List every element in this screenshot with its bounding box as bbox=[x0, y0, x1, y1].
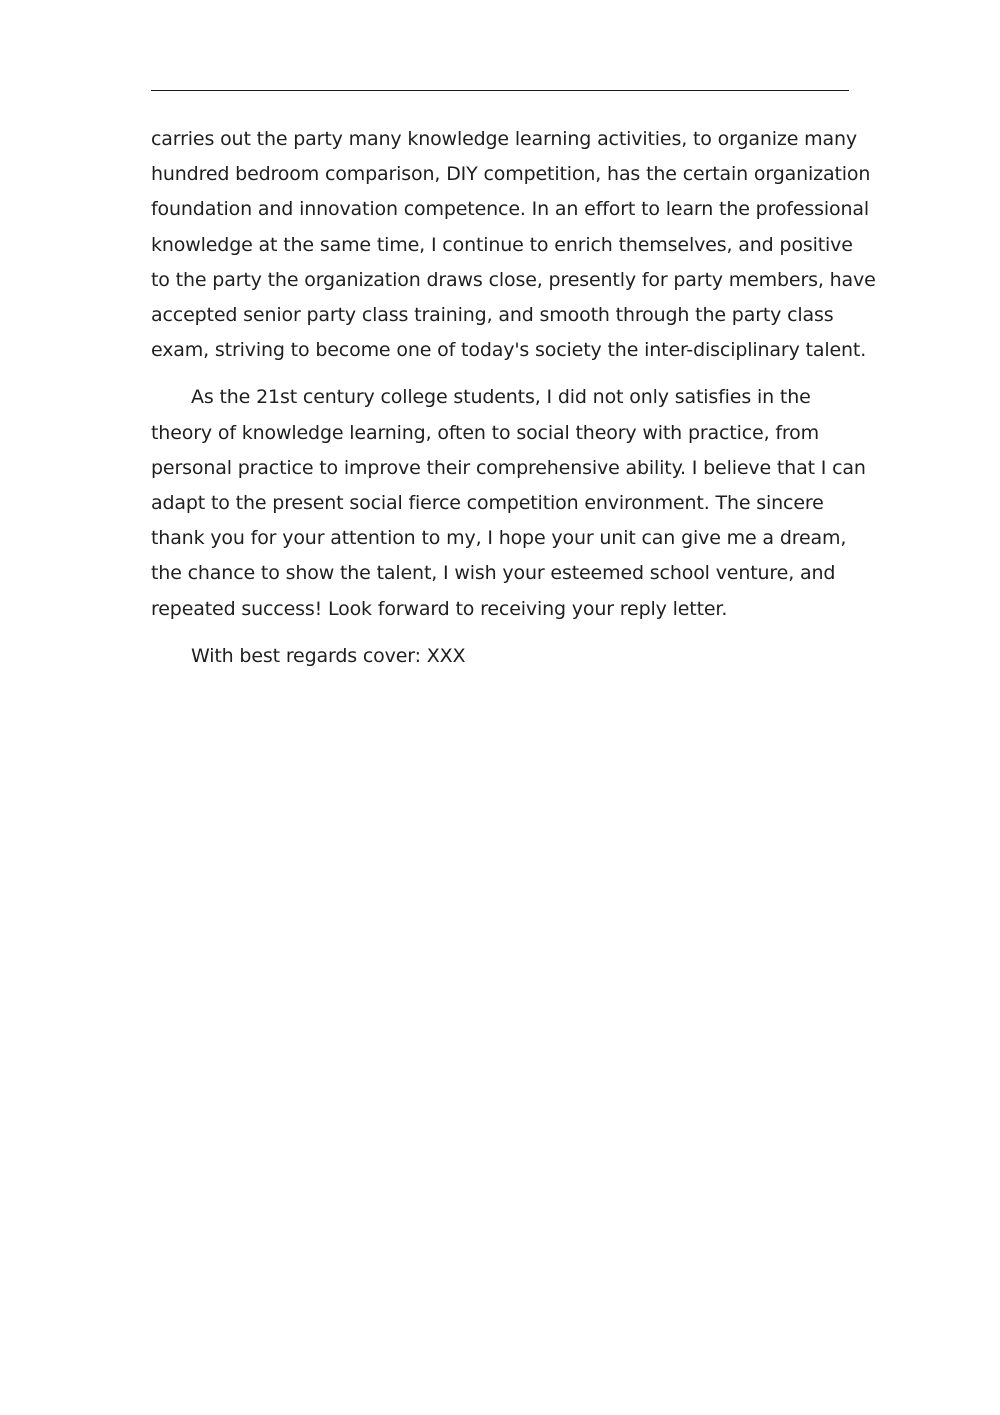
text-line: exam, striving to become one of today's society the inter-disciplinary talent. bbox=[151, 339, 867, 362]
text-line: the chance to show the talent, I wish your esteemed school venture, and bbox=[151, 562, 836, 585]
text-line: thank you for your attention to my, I hope your unit can give me a dream, bbox=[151, 527, 847, 550]
text-line: repeated success! Look forward to receiving your reply letter. bbox=[151, 597, 728, 620]
text-line: theory of knowledge learning, often to social theory with practice, from bbox=[151, 421, 819, 444]
text-line: As the 21st century college students, I did not only satisfies in the bbox=[191, 386, 811, 409]
body-text bbox=[151, 122, 876, 686]
closing-line bbox=[151, 639, 851, 674]
text-line: hundred bedroom comparison, DIY competition, has the certain organization bbox=[151, 163, 871, 186]
paragraph-2 bbox=[151, 380, 866, 626]
text-line: foundation and innovation competence. In an effort to learn the professional bbox=[151, 198, 869, 221]
signature-text: With best regards cover: XXX bbox=[191, 644, 466, 667]
text-line: personal practice to improve their comprehensive ability. I believe that I can bbox=[151, 456, 866, 479]
paragraph-1 bbox=[151, 122, 876, 368]
text-line: adapt to the present social fierce competition environment. The sincere bbox=[151, 492, 824, 515]
text-line: carries out the party many knowledge learning activities, to organize many bbox=[151, 128, 857, 150]
text-line: knowledge at the same time, I continue to enrich themselves, and positive bbox=[151, 233, 853, 256]
text-line: accepted senior party class training, and smooth through the party class bbox=[151, 304, 834, 327]
text-line: to the party the organization draws close, presently for party members, have bbox=[151, 268, 876, 291]
header-rule bbox=[151, 90, 849, 91]
